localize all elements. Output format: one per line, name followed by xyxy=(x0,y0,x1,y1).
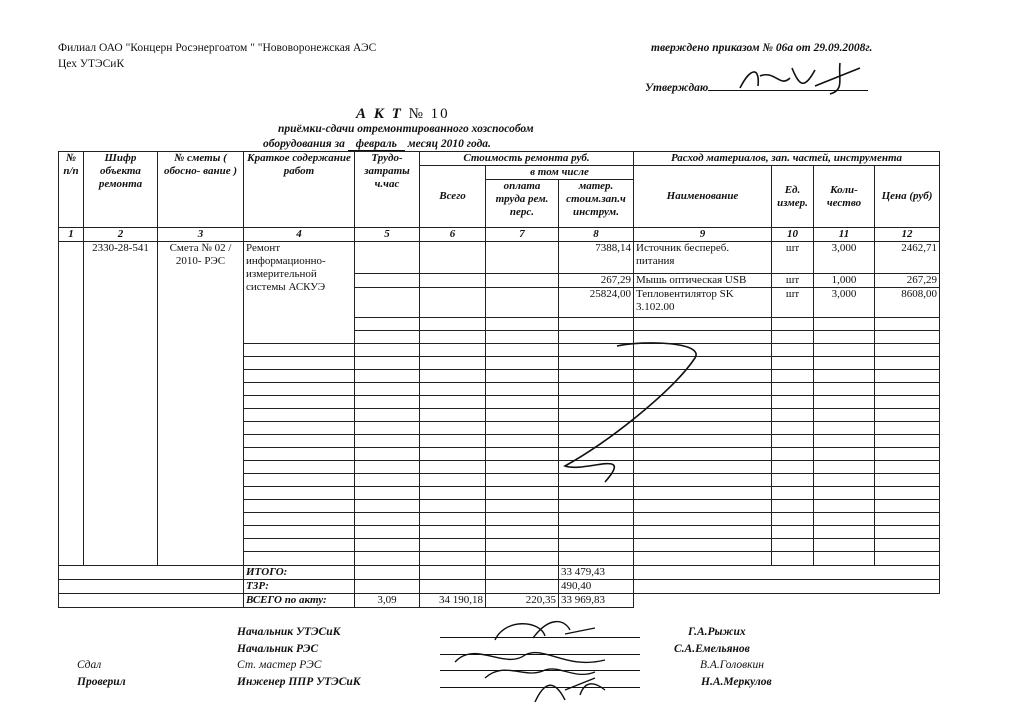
col-header-labor: Трудо- затраты ч.час xyxy=(355,152,420,228)
col-number: 2 xyxy=(84,228,158,242)
col-number: 12 xyxy=(875,228,940,242)
col-header-name: Наименование xyxy=(634,166,772,228)
col-number: 8 xyxy=(559,228,634,242)
footer-name3: В.А.Головкин xyxy=(700,659,764,671)
col-number: 6 xyxy=(420,228,486,242)
item-price: 267,29 xyxy=(875,274,940,288)
organization-line: Филиал ОАО "Концерн Росэнергоатом " "Нововоронежская АЭС xyxy=(58,42,377,54)
col-number: 4 xyxy=(244,228,355,242)
column-numbers-row xyxy=(59,228,940,242)
footer-engineer: Инженер ППР УТЭСиК xyxy=(237,676,361,688)
approved-by-order: тверждено приказом № 06а от 29.09.2008г. xyxy=(651,42,873,54)
act-subtitle-line1: приёмки-сдачи отремонтированного хозспособом xyxy=(278,123,534,135)
footer-head-res: Начальник РЭС xyxy=(237,643,319,655)
col-number: 1 xyxy=(59,228,84,242)
col-header-unit: Ед. измер. xyxy=(772,166,814,228)
work-summary: Ремонт информационно- измерительной системы АСКУЭ xyxy=(244,242,355,344)
itogo-value: 33 479,43 xyxy=(559,566,634,580)
estimate-ref: Смета № 02 / 2010- РЭС xyxy=(158,242,244,566)
department-line: Цех УТЭСиК xyxy=(58,58,125,70)
footer-checked: Проверил xyxy=(77,676,126,688)
item-unit: шт xyxy=(772,274,814,288)
tzr-value: 490,40 xyxy=(559,580,634,594)
object-code: 2330-28-541 xyxy=(84,242,158,566)
col-number: 11 xyxy=(814,228,875,242)
col-header-including: в том числе xyxy=(486,166,634,180)
vsego-materials: 33 969,83 xyxy=(559,594,634,608)
item-qty: 1,000 xyxy=(814,274,875,288)
item-cost: 7388,14 xyxy=(559,242,634,274)
item-cost: 25824,00 xyxy=(559,288,634,318)
vsego-wages: 220,35 xyxy=(486,594,559,608)
col-header-materials-group: Расход материалов, зап. частей, инструмента xyxy=(634,152,940,166)
col-number: 9 xyxy=(634,228,772,242)
item-cost: 267,29 xyxy=(559,274,634,288)
footer-signatures xyxy=(445,610,645,710)
col-header-estimate: № сметы ( обосно- вание ) xyxy=(158,152,244,228)
item-unit: шт xyxy=(772,288,814,318)
col-number: 10 xyxy=(772,228,814,242)
col-header-summary: Краткое содержание работ xyxy=(244,152,355,228)
footer-name4: Н.А.Меркулов xyxy=(701,676,772,688)
itogo-label: ИТОГО: xyxy=(244,566,355,580)
approval-signature xyxy=(720,58,870,96)
tzr-label: ТЗР: xyxy=(244,580,355,594)
col-number: 7 xyxy=(486,228,559,242)
act-title: А К Т № 10 xyxy=(356,106,450,122)
item-price: 8608,00 xyxy=(875,288,940,318)
period-month: февраль xyxy=(348,138,405,151)
item-unit: шт xyxy=(772,242,814,274)
vsego-row xyxy=(59,594,940,608)
footer-name1: Г.А.Рыжих xyxy=(688,626,746,638)
item-qty: 3,000 xyxy=(814,242,875,274)
footer-handed: Сдал xyxy=(77,659,102,671)
table-row xyxy=(59,242,940,274)
col-header-code: Шифр объекта ремонта xyxy=(84,152,158,228)
col-number: 5 xyxy=(355,228,420,242)
itogo-row xyxy=(59,566,940,580)
item-qty: 3,000 xyxy=(814,288,875,318)
vsego-labor: 3,09 xyxy=(355,594,420,608)
act-subtitle-line2: оборудования за февраль месяц 2010 года. xyxy=(263,138,491,150)
vsego-label: ВСЕГО по акту: xyxy=(244,594,355,608)
col-header-cost-group: Стоимость ремонта руб. xyxy=(420,152,634,166)
col-number: 3 xyxy=(158,228,244,242)
tzr-row xyxy=(59,580,940,594)
item-price: 2462,71 xyxy=(875,242,940,274)
z-strike-mark xyxy=(555,338,715,488)
approve-label: Утверждаю xyxy=(645,78,868,94)
col-header-total: Всего xyxy=(420,166,486,228)
item-name: Источник беспереб. питания xyxy=(634,242,772,274)
footer-senior-master: Ст. мастер РЭС xyxy=(237,659,322,671)
col-header-price: Цена (руб) xyxy=(875,166,940,228)
footer-name2: С.А.Емельянов xyxy=(674,643,750,655)
col-header-qty: Коли- чество xyxy=(814,166,875,228)
col-header-wages: оплата труда рем. перс. xyxy=(486,180,559,228)
act-table xyxy=(58,151,940,608)
footer-head-utesik: Начальник УТЭСиК xyxy=(237,626,341,638)
item-name: Тепловентилятор SK 3.102.00 xyxy=(634,288,772,318)
col-header-num: № п/п xyxy=(59,152,84,228)
vsego-total: 34 190,18 xyxy=(420,594,486,608)
item-name: Мышь оптическая USB xyxy=(634,274,772,288)
col-header-materials-cost: матер. стоим.зап.ч инструм. xyxy=(559,180,634,228)
